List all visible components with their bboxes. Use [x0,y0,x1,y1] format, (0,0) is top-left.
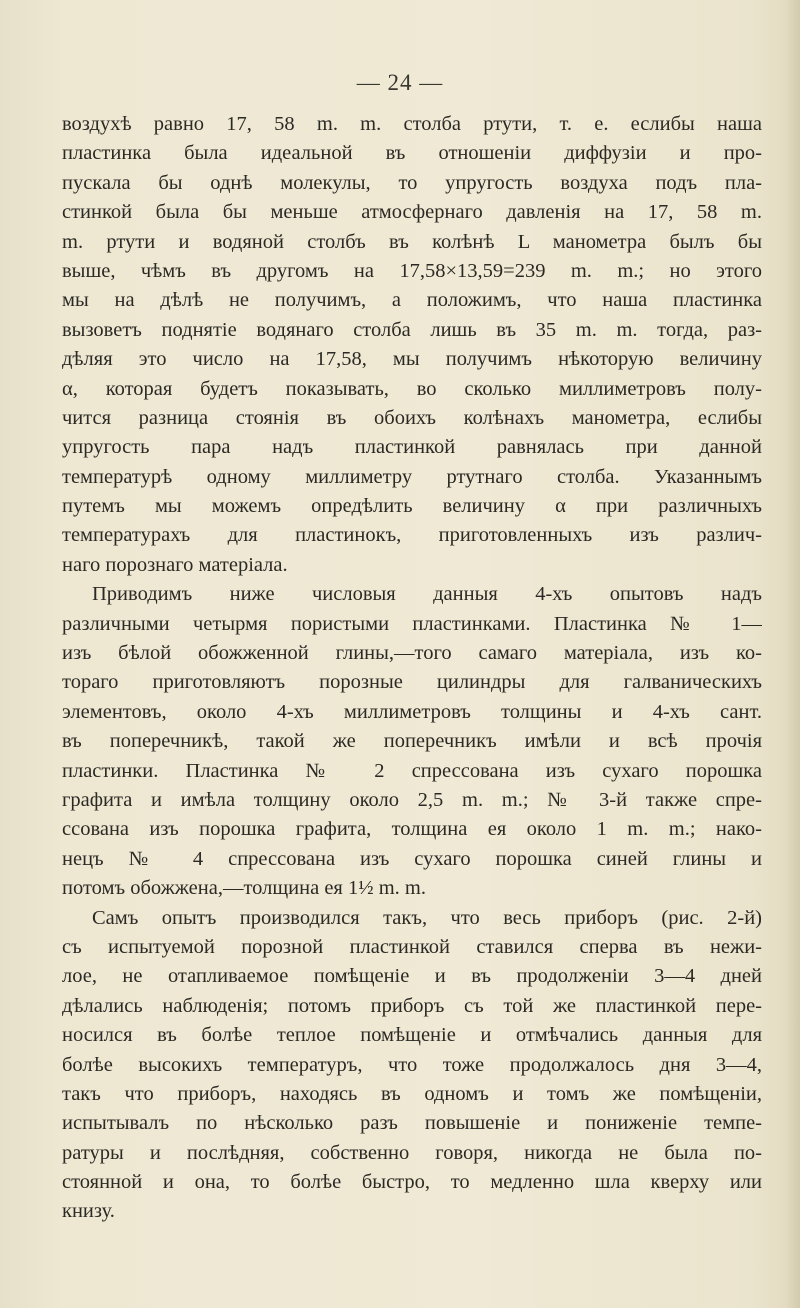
text-line: m. ртути и водяной столбъ въ колѣнѣ L манометра былъ бы [62,230,762,253]
text-line: книзу. [62,1200,115,1223]
text-line: дѣлались наблюденія; потомъ приборъ съ той же пластинкой пере- [62,994,762,1017]
body-text [62,110,762,1227]
text-line: Самъ опытъ производился такъ, что весь приборъ (рис. 2-й) [92,906,762,929]
text-line: пускала бы однѣ молекулы, то упругость воздуха подъ пла- [62,171,762,194]
text-line: стинкой была бы меньше атмосфернаго давленія на 17, 58 m. [62,201,762,224]
text-line: графита и имѣла толщину около 2,5 m. m.; № 3-й также спре- [62,788,762,811]
text-line: воздухѣ равно 17, 58 m. m. столба ртути, т. е. еслибы наша [62,113,762,135]
page-number: — 24 — [356,70,444,95]
text-line: лое, не отапливаемое помѣщеніе и въ продолженіи 3—4 дней [62,965,762,988]
text-line: дѣляя это число на 17,58, мы получимъ нѣкоторую величину [62,348,762,371]
text-line: упругость пара надъ пластинкой равнялась при данной [62,436,762,459]
text-line: элементовъ, около 4-хъ миллиметровъ толщины и 4-хъ сант. [62,700,762,723]
text-line: путемъ мы можемъ опредѣлить величину α при различныхъ [62,495,762,518]
text-line: испытывалъ по нѣсколько разъ повышеніе и пониженіе темпе- [62,1112,762,1135]
text-line: температурѣ одному миллиметру ртутнаго столба. Указаннымъ [62,465,762,488]
text-line: пластинки. Пластинка № 2 спрессована изъ сухаго порошка [62,759,762,782]
text-line: болѣе высокихъ температуръ, что тоже продолжалось дня 3—4, [62,1053,762,1076]
text-line: въ поперечникѣ, такой же поперечникъ имѣли и всѣ прочія [62,730,762,753]
text-line: пластинка была идеальной въ отношеніи диффузіи и про- [62,142,762,165]
text-line: тораго приготовляютъ порозные цилиндры для галваническихъ [62,671,762,694]
text-line: температурахъ для пластинокъ, приготовленныхъ изъ различ- [62,524,762,547]
text-line: вызоветъ поднятіе водянаго столба лишь въ 35 m. m. тогда, раз- [62,318,762,341]
text-line: Приводимъ ниже числовыя данныя 4-хъ опытовъ надъ [92,583,762,606]
text-line: такъ что приборъ, находясь въ одномъ и томъ же помѣщеніи, [62,1082,762,1105]
text-line: стоянной и она, то болѣе быстро, то медленно шла кверху или [62,1171,762,1194]
text-line: носился въ болѣе теплое помѣщеніе и отмѣчались данныя для [62,1024,762,1047]
text-line: наго порознаго матеріала. [62,553,288,576]
text-line: ссована изъ порошка графита, толщина ея около 1 m. m.; нако- [62,818,762,841]
text-line: мы на дѣлѣ не получимъ, а положимъ, что наша пластинка [62,289,762,312]
text-line: α, которая будетъ показывать, во сколько миллиметровъ полу- [62,377,762,400]
text-line: чится разница стоянія въ обоихъ колѣнахъ манометра, еслибы [62,406,762,429]
text-line: ратуры и послѣдняя, собственно говоря, никогда не была по- [62,1141,762,1164]
text-line: потомъ обожжена,—толщина ея 1½ m. m. [62,877,426,900]
text-line: различными четырмя пористыми пластинками. Пластинка № 1— [62,612,762,635]
text-line: съ испытуемой порозной пластинкой ставился сперва въ нежи- [62,935,762,958]
text-line: изъ бѣлой обожженной глины,—того самаго матеріала, изъ ко- [62,642,762,665]
text-line: нецъ № 4 спрессована изъ сухаго порошка синей глины и [62,847,762,870]
text-line: выше, чѣмъ въ другомъ на 17,58×13,59=239 m. m.; но этого [62,259,762,282]
page-edge-shadow [786,0,800,1308]
